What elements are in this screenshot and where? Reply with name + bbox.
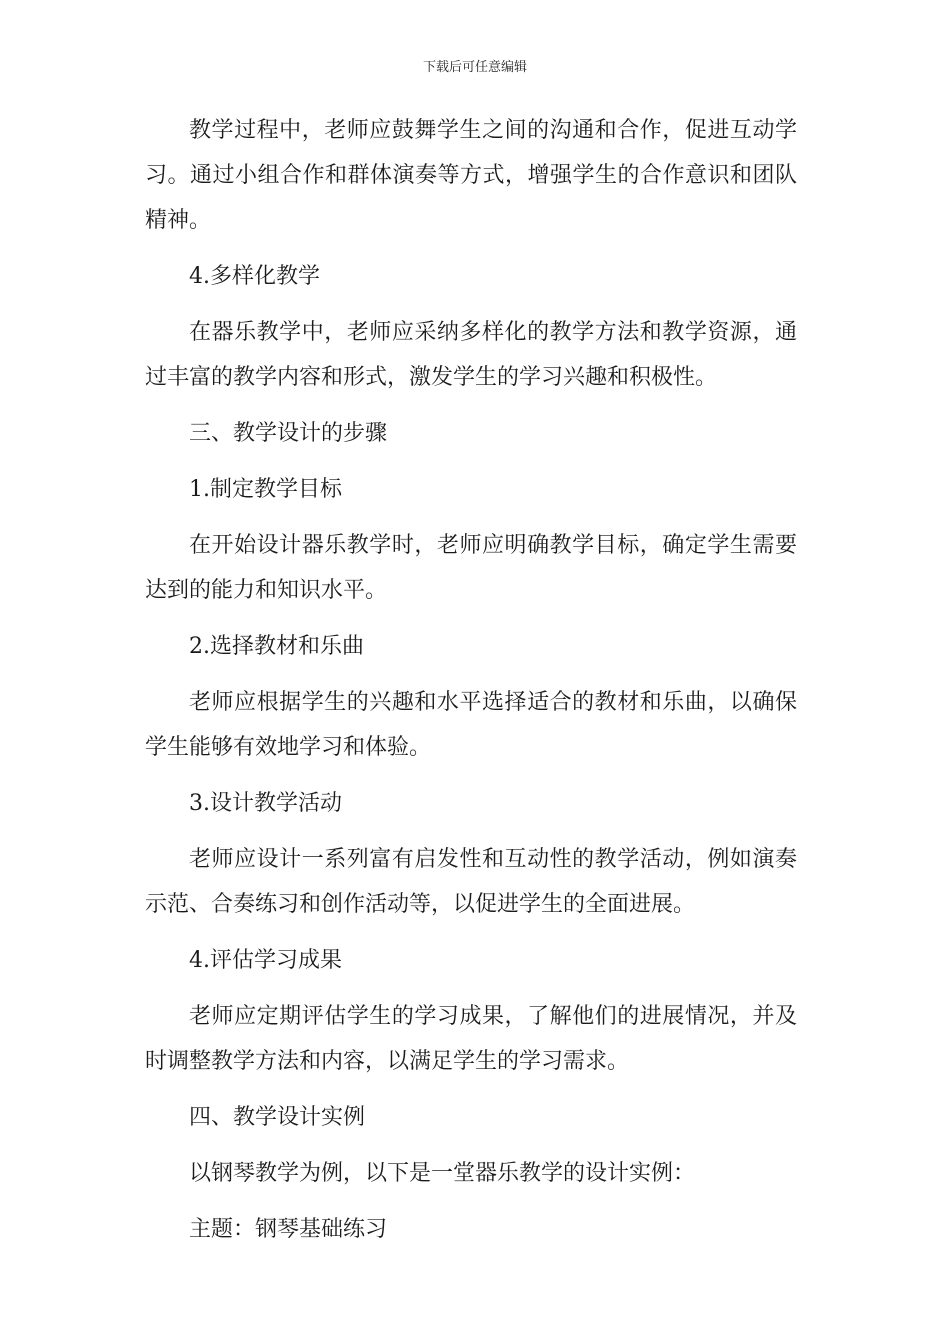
paragraph: 老师应设计一系列富有启发性和互动性的教学活动，例如演奏示范、合奏练习和创作活动等，以促进学生的全面进展。 [145,847,797,917]
page-header-note: 下载后可任意编辑 [422,60,527,75]
paragraph: 在器乐教学中，老师应采纳多样化的教学方法和教学资源，通过丰富的教学内容和形式，激发学生的学习兴趣和积极性。 [145,320,797,390]
paragraph: 在开始设计器乐教学时，老师应明确教学目标，确定学生需要达到的能力和知识水平。 [145,533,797,603]
section-heading: 主题：钢琴基础练习 [189,1217,388,1242]
section-heading: 1.制定教学目标 [189,477,342,502]
section-heading: 四、教学设计实例 [189,1105,366,1130]
paragraph: 教学过程中，老师应鼓舞学生之间的沟通和合作，促进互动学习。通过小组合作和群体演奏等方式，增强学生的合作意识和团队精神。 [145,118,797,233]
section-heading: 2.选择教材和乐曲 [189,634,364,659]
paragraph: 以钢琴教学为例，以下是一堂器乐教学的设计实例： [189,1161,696,1186]
document-body [145,108,797,1263]
section-heading: 4.多样化教学 [189,264,320,289]
section-heading: 三、教学设计的步骤 [189,421,388,446]
section-heading: 3.设计教学活动 [189,791,342,816]
paragraph: 老师应根据学生的兴趣和水平选择适合的教材和乐曲，以确保学生能够有效地学习和体验。 [145,690,797,760]
section-heading: 4.评估学习成果 [189,948,342,973]
paragraph: 老师应定期评估学生的学习成果，了解他们的进展情况，并及时调整教学方法和内容，以满足学生的学习需求。 [145,1004,797,1074]
